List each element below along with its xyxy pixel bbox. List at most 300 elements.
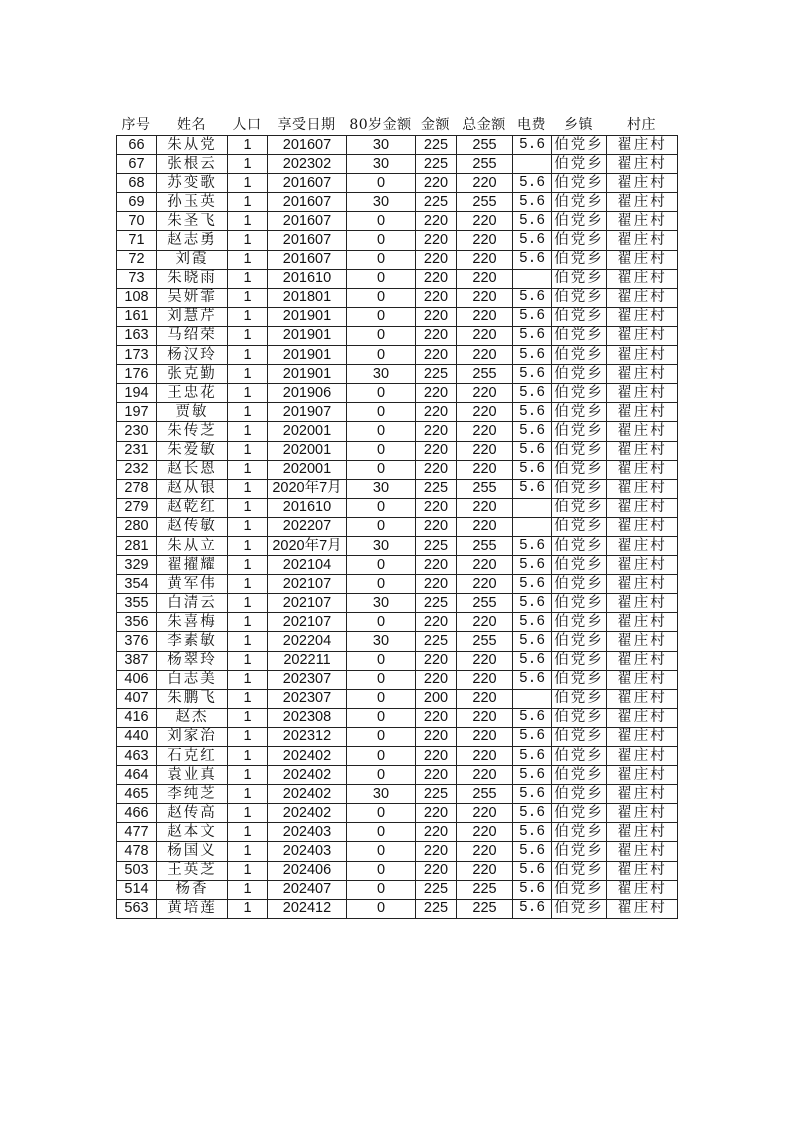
cell-village: 翟庄村 (607, 785, 678, 804)
cell-population: 1 (228, 708, 268, 727)
cell-serial: 67 (117, 155, 157, 174)
cell-start-date: 201907 (268, 403, 347, 422)
cell-start-date: 201607 (268, 174, 347, 193)
cell-village: 翟庄村 (607, 231, 678, 250)
cell-name: 孙玉英 (157, 193, 228, 212)
cell-start-date: 202211 (268, 651, 347, 670)
cell-village: 翟庄村 (607, 326, 678, 345)
cell-electric-fee: 5.6 (513, 307, 552, 326)
cell-amount: 220 (416, 288, 457, 307)
cell-name: 王忠花 (157, 384, 228, 403)
cell-age80-amount: 0 (347, 346, 416, 365)
cell-village: 翟庄村 (607, 536, 678, 555)
cell-population: 1 (228, 346, 268, 365)
table-row (117, 403, 678, 422)
cell-start-date: 2020年7月 (268, 536, 347, 555)
cell-population: 1 (228, 727, 268, 746)
cell-electric-fee: 5.6 (513, 556, 552, 575)
table-row (117, 842, 678, 861)
cell-amount: 220 (416, 613, 457, 632)
cell-electric-fee: 5.6 (513, 212, 552, 231)
table-row (117, 536, 678, 555)
cell-age80-amount: 0 (347, 403, 416, 422)
cell-village: 翟庄村 (607, 747, 678, 766)
cell-age80-amount: 0 (347, 460, 416, 479)
cell-village: 翟庄村 (607, 517, 678, 536)
cell-start-date: 201901 (268, 346, 347, 365)
cell-amount: 220 (416, 269, 457, 288)
cell-village: 翟庄村 (607, 460, 678, 479)
cell-start-date: 202001 (268, 460, 347, 479)
cell-electric-fee (513, 269, 552, 288)
cell-total-amount: 220 (457, 670, 513, 689)
cell-start-date: 201901 (268, 326, 347, 345)
cell-village: 翟庄村 (607, 670, 678, 689)
table-row (117, 517, 678, 536)
cell-age80-amount: 30 (347, 155, 416, 174)
cell-village: 翟庄村 (607, 422, 678, 441)
cell-serial: 503 (117, 861, 157, 880)
cell-serial: 354 (117, 575, 157, 594)
cell-serial: 230 (117, 422, 157, 441)
cell-serial: 69 (117, 193, 157, 212)
cell-amount: 220 (416, 212, 457, 231)
cell-name: 李纯芝 (157, 785, 228, 804)
cell-name: 袁业真 (157, 766, 228, 785)
cell-total-amount: 220 (457, 231, 513, 250)
cell-start-date: 201801 (268, 288, 347, 307)
cell-age80-amount: 0 (347, 689, 416, 708)
cell-electric-fee: 5.6 (513, 250, 552, 269)
cell-age80-amount: 0 (347, 899, 416, 918)
cell-electric-fee: 5.6 (513, 536, 552, 555)
cell-electric-fee: 5.6 (513, 651, 552, 670)
cell-village: 翟庄村 (607, 613, 678, 632)
cell-name: 朱从立 (157, 536, 228, 555)
cell-name: 赵志勇 (157, 231, 228, 250)
cell-name: 刘家治 (157, 727, 228, 746)
table-row (117, 346, 678, 365)
cell-age80-amount: 0 (347, 231, 416, 250)
cell-serial: 194 (117, 384, 157, 403)
cell-serial: 72 (117, 250, 157, 269)
cell-township: 伯党乡 (552, 632, 607, 651)
table-row (117, 136, 678, 155)
cell-serial: 278 (117, 479, 157, 498)
cell-amount: 220 (416, 823, 457, 842)
cell-population: 1 (228, 670, 268, 689)
cell-age80-amount: 0 (347, 307, 416, 326)
table-row (117, 498, 678, 517)
cell-township: 伯党乡 (552, 823, 607, 842)
cell-age80-amount: 0 (347, 842, 416, 861)
cell-start-date: 202412 (268, 899, 347, 918)
cell-amount: 220 (416, 250, 457, 269)
cell-amount: 225 (416, 136, 457, 155)
cell-electric-fee: 5.6 (513, 479, 552, 498)
cell-township: 伯党乡 (552, 174, 607, 193)
cell-age80-amount: 30 (347, 594, 416, 613)
cell-electric-fee: 5.6 (513, 288, 552, 307)
cell-total-amount: 220 (457, 689, 513, 708)
cell-total-amount: 255 (457, 155, 513, 174)
cell-total-amount: 220 (457, 575, 513, 594)
cell-serial: 280 (117, 517, 157, 536)
cell-start-date: 201607 (268, 193, 347, 212)
cell-township: 伯党乡 (552, 155, 607, 174)
table-row (117, 479, 678, 498)
cell-start-date: 202107 (268, 613, 347, 632)
cell-age80-amount: 0 (347, 422, 416, 441)
cell-electric-fee: 5.6 (513, 136, 552, 155)
table-row (117, 689, 678, 708)
cell-start-date: 201906 (268, 384, 347, 403)
cell-village: 翟庄村 (607, 575, 678, 594)
cell-village: 翟庄村 (607, 899, 678, 918)
cell-population: 1 (228, 441, 268, 460)
cell-village: 翟庄村 (607, 651, 678, 670)
cell-population: 1 (228, 575, 268, 594)
cell-village: 翟庄村 (607, 250, 678, 269)
cell-start-date: 202308 (268, 708, 347, 727)
cell-age80-amount: 0 (347, 384, 416, 403)
cell-total-amount: 255 (457, 632, 513, 651)
cell-age80-amount: 0 (347, 670, 416, 689)
cell-amount: 225 (416, 193, 457, 212)
cell-population: 1 (228, 804, 268, 823)
table-row (117, 155, 678, 174)
cell-electric-fee: 5.6 (513, 804, 552, 823)
header-amount: 金额 (421, 117, 450, 133)
cell-age80-amount: 0 (347, 747, 416, 766)
header-village: 村庄 (627, 117, 656, 133)
cell-amount: 220 (416, 422, 457, 441)
cell-township: 伯党乡 (552, 613, 607, 632)
table-row (117, 441, 678, 460)
cell-electric-fee: 5.6 (513, 766, 552, 785)
cell-name: 杨翠玲 (157, 651, 228, 670)
cell-start-date: 201607 (268, 231, 347, 250)
cell-name: 赵本文 (157, 823, 228, 842)
cell-population: 1 (228, 326, 268, 345)
cell-serial: 197 (117, 403, 157, 422)
cell-serial: 514 (117, 880, 157, 899)
table-row (117, 613, 678, 632)
cell-amount: 200 (416, 689, 457, 708)
cell-total-amount: 220 (457, 174, 513, 193)
cell-name: 吴妍霏 (157, 288, 228, 307)
cell-start-date: 201610 (268, 269, 347, 288)
cell-amount: 220 (416, 174, 457, 193)
cell-township: 伯党乡 (552, 651, 607, 670)
table-row (117, 651, 678, 670)
cell-total-amount: 225 (457, 899, 513, 918)
table-row (117, 269, 678, 288)
cell-total-amount: 220 (457, 861, 513, 880)
cell-total-amount: 220 (457, 651, 513, 670)
table-row (117, 785, 678, 804)
cell-total-amount: 220 (457, 498, 513, 517)
cell-township: 伯党乡 (552, 460, 607, 479)
cell-township: 伯党乡 (552, 517, 607, 536)
cell-age80-amount: 0 (347, 861, 416, 880)
cell-amount: 220 (416, 517, 457, 536)
cell-population: 1 (228, 594, 268, 613)
cell-start-date: 201607 (268, 250, 347, 269)
cell-village: 翟庄村 (607, 842, 678, 861)
cell-amount: 225 (416, 155, 457, 174)
cell-village: 翟庄村 (607, 155, 678, 174)
cell-age80-amount: 0 (347, 575, 416, 594)
cell-start-date: 202204 (268, 632, 347, 651)
cell-electric-fee: 5.6 (513, 842, 552, 861)
cell-township: 伯党乡 (552, 861, 607, 880)
cell-township: 伯党乡 (552, 193, 607, 212)
cell-serial: 376 (117, 632, 157, 651)
cell-start-date: 202312 (268, 727, 347, 746)
cell-total-amount: 220 (457, 403, 513, 422)
cell-population: 1 (228, 880, 268, 899)
cell-electric-fee: 5.6 (513, 785, 552, 804)
cell-population: 1 (228, 212, 268, 231)
cell-total-amount: 220 (457, 842, 513, 861)
cell-electric-fee: 5.6 (513, 899, 552, 918)
cell-village: 翟庄村 (607, 804, 678, 823)
cell-population: 1 (228, 403, 268, 422)
cell-name: 朱爱敏 (157, 441, 228, 460)
cell-village: 翟庄村 (607, 441, 678, 460)
cell-start-date: 201901 (268, 365, 347, 384)
cell-name: 张根云 (157, 155, 228, 174)
cell-start-date: 202406 (268, 861, 347, 880)
cell-electric-fee: 5.6 (513, 384, 552, 403)
cell-name: 张克勤 (157, 365, 228, 384)
cell-name: 翟擢耀 (157, 556, 228, 575)
cell-total-amount: 220 (457, 326, 513, 345)
cell-township: 伯党乡 (552, 747, 607, 766)
cell-start-date: 202403 (268, 842, 347, 861)
cell-village: 翟庄村 (607, 212, 678, 231)
cell-township: 伯党乡 (552, 346, 607, 365)
cell-name: 黄军伟 (157, 575, 228, 594)
cell-age80-amount: 30 (347, 193, 416, 212)
cell-population: 1 (228, 365, 268, 384)
cell-start-date: 202402 (268, 766, 347, 785)
table-row (117, 365, 678, 384)
cell-population: 1 (228, 136, 268, 155)
cell-township: 伯党乡 (552, 384, 607, 403)
cell-population: 1 (228, 689, 268, 708)
cell-amount: 220 (416, 460, 457, 479)
cell-village: 翟庄村 (607, 193, 678, 212)
cell-total-amount: 220 (457, 269, 513, 288)
cell-village: 翟庄村 (607, 556, 678, 575)
cell-serial: 463 (117, 747, 157, 766)
cell-township: 伯党乡 (552, 785, 607, 804)
cell-township: 伯党乡 (552, 403, 607, 422)
cell-population: 1 (228, 632, 268, 651)
cell-village: 翟庄村 (607, 708, 678, 727)
cell-age80-amount: 0 (347, 708, 416, 727)
cell-township: 伯党乡 (552, 556, 607, 575)
cell-population: 1 (228, 651, 268, 670)
cell-name: 朱喜梅 (157, 613, 228, 632)
cell-serial: 477 (117, 823, 157, 842)
cell-amount: 225 (416, 899, 457, 918)
cell-age80-amount: 30 (347, 536, 416, 555)
header-township: 乡镇 (564, 117, 593, 133)
cell-total-amount: 220 (457, 766, 513, 785)
cell-name: 杨香 (157, 880, 228, 899)
cell-amount: 225 (416, 880, 457, 899)
header-age80-amount: 80岁金额 (349, 117, 412, 133)
cell-electric-fee: 5.6 (513, 747, 552, 766)
cell-electric-fee (513, 689, 552, 708)
cell-amount: 220 (416, 384, 457, 403)
cell-serial: 163 (117, 326, 157, 345)
cell-total-amount: 255 (457, 136, 513, 155)
cell-name: 朱从党 (157, 136, 228, 155)
cell-name: 李素敏 (157, 632, 228, 651)
cell-total-amount: 220 (457, 460, 513, 479)
cell-population: 1 (228, 174, 268, 193)
cell-name: 杨汉玲 (157, 346, 228, 365)
cell-township: 伯党乡 (552, 212, 607, 231)
header-population: 人口 (232, 117, 262, 133)
cell-age80-amount: 0 (347, 174, 416, 193)
cell-amount: 220 (416, 231, 457, 250)
cell-village: 翟庄村 (607, 823, 678, 842)
cell-age80-amount: 0 (347, 250, 416, 269)
cell-name: 马绍荣 (157, 326, 228, 345)
cell-total-amount: 220 (457, 346, 513, 365)
cell-village: 翟庄村 (607, 136, 678, 155)
table-row (117, 727, 678, 746)
table-header (116, 116, 677, 135)
cell-population: 1 (228, 613, 268, 632)
cell-name: 赵乾红 (157, 498, 228, 517)
cell-serial: 68 (117, 174, 157, 193)
cell-village: 翟庄村 (607, 880, 678, 899)
cell-electric-fee: 5.6 (513, 880, 552, 899)
cell-name: 朱晓雨 (157, 269, 228, 288)
cell-amount: 220 (416, 651, 457, 670)
cell-village: 翟庄村 (607, 307, 678, 326)
cell-serial: 478 (117, 842, 157, 861)
cell-start-date: 202207 (268, 517, 347, 536)
cell-total-amount: 220 (457, 441, 513, 460)
cell-start-date: 202001 (268, 422, 347, 441)
cell-age80-amount: 0 (347, 556, 416, 575)
cell-serial: 356 (117, 613, 157, 632)
cell-population: 1 (228, 231, 268, 250)
cell-population: 1 (228, 823, 268, 842)
cell-electric-fee (513, 517, 552, 536)
cell-start-date: 202107 (268, 594, 347, 613)
table-row (117, 250, 678, 269)
cell-population: 1 (228, 766, 268, 785)
cell-serial: 464 (117, 766, 157, 785)
cell-population: 1 (228, 155, 268, 174)
cell-total-amount: 255 (457, 365, 513, 384)
cell-start-date: 201607 (268, 136, 347, 155)
cell-township: 伯党乡 (552, 136, 607, 155)
cell-electric-fee: 5.6 (513, 727, 552, 746)
cell-start-date: 202407 (268, 880, 347, 899)
header-start-date: 享受日期 (277, 117, 336, 133)
cell-population: 1 (228, 460, 268, 479)
cell-serial: 440 (117, 727, 157, 746)
cell-township: 伯党乡 (552, 288, 607, 307)
cell-age80-amount: 0 (347, 766, 416, 785)
cell-start-date: 201901 (268, 307, 347, 326)
cell-population: 1 (228, 899, 268, 918)
cell-township: 伯党乡 (552, 269, 607, 288)
cell-serial: 73 (117, 269, 157, 288)
cell-township: 伯党乡 (552, 689, 607, 708)
table-row (117, 231, 678, 250)
cell-amount: 220 (416, 307, 457, 326)
cell-population: 1 (228, 556, 268, 575)
cell-name: 朱圣飞 (157, 212, 228, 231)
cell-age80-amount: 0 (347, 823, 416, 842)
cell-electric-fee: 5.6 (513, 632, 552, 651)
cell-population: 1 (228, 842, 268, 861)
cell-amount: 225 (416, 632, 457, 651)
cell-serial: 465 (117, 785, 157, 804)
cell-total-amount: 220 (457, 708, 513, 727)
table-row (117, 899, 678, 918)
cell-amount: 220 (416, 326, 457, 345)
cell-electric-fee: 5.6 (513, 403, 552, 422)
cell-village: 翟庄村 (607, 632, 678, 651)
header-serial: 序号 (121, 117, 151, 133)
cell-amount: 220 (416, 498, 457, 517)
cell-total-amount: 255 (457, 594, 513, 613)
cell-age80-amount: 0 (347, 880, 416, 899)
cell-township: 伯党乡 (552, 365, 607, 384)
cell-electric-fee: 5.6 (513, 422, 552, 441)
cell-total-amount: 220 (457, 307, 513, 326)
cell-township: 伯党乡 (552, 307, 607, 326)
cell-village: 翟庄村 (607, 766, 678, 785)
cell-amount: 220 (416, 861, 457, 880)
cell-start-date: 202402 (268, 785, 347, 804)
cell-name: 刘霞 (157, 250, 228, 269)
cell-name: 赵杰 (157, 708, 228, 727)
cell-age80-amount: 30 (347, 632, 416, 651)
cell-name: 赵传敏 (157, 517, 228, 536)
cell-amount: 220 (416, 747, 457, 766)
cell-total-amount: 220 (457, 384, 513, 403)
cell-electric-fee: 5.6 (513, 594, 552, 613)
cell-serial: 387 (117, 651, 157, 670)
table-row (117, 708, 678, 727)
cell-total-amount: 220 (457, 727, 513, 746)
cell-village: 翟庄村 (607, 384, 678, 403)
cell-electric-fee: 5.6 (513, 861, 552, 880)
cell-village: 翟庄村 (607, 288, 678, 307)
cell-village: 翟庄村 (607, 174, 678, 193)
header-electric-fee: 电费 (517, 117, 546, 133)
table-row (117, 174, 678, 193)
cell-serial: 108 (117, 288, 157, 307)
cell-age80-amount: 0 (347, 498, 416, 517)
cell-amount: 220 (416, 441, 457, 460)
cell-amount: 220 (416, 556, 457, 575)
cell-name: 苏变歌 (157, 174, 228, 193)
cell-population: 1 (228, 193, 268, 212)
